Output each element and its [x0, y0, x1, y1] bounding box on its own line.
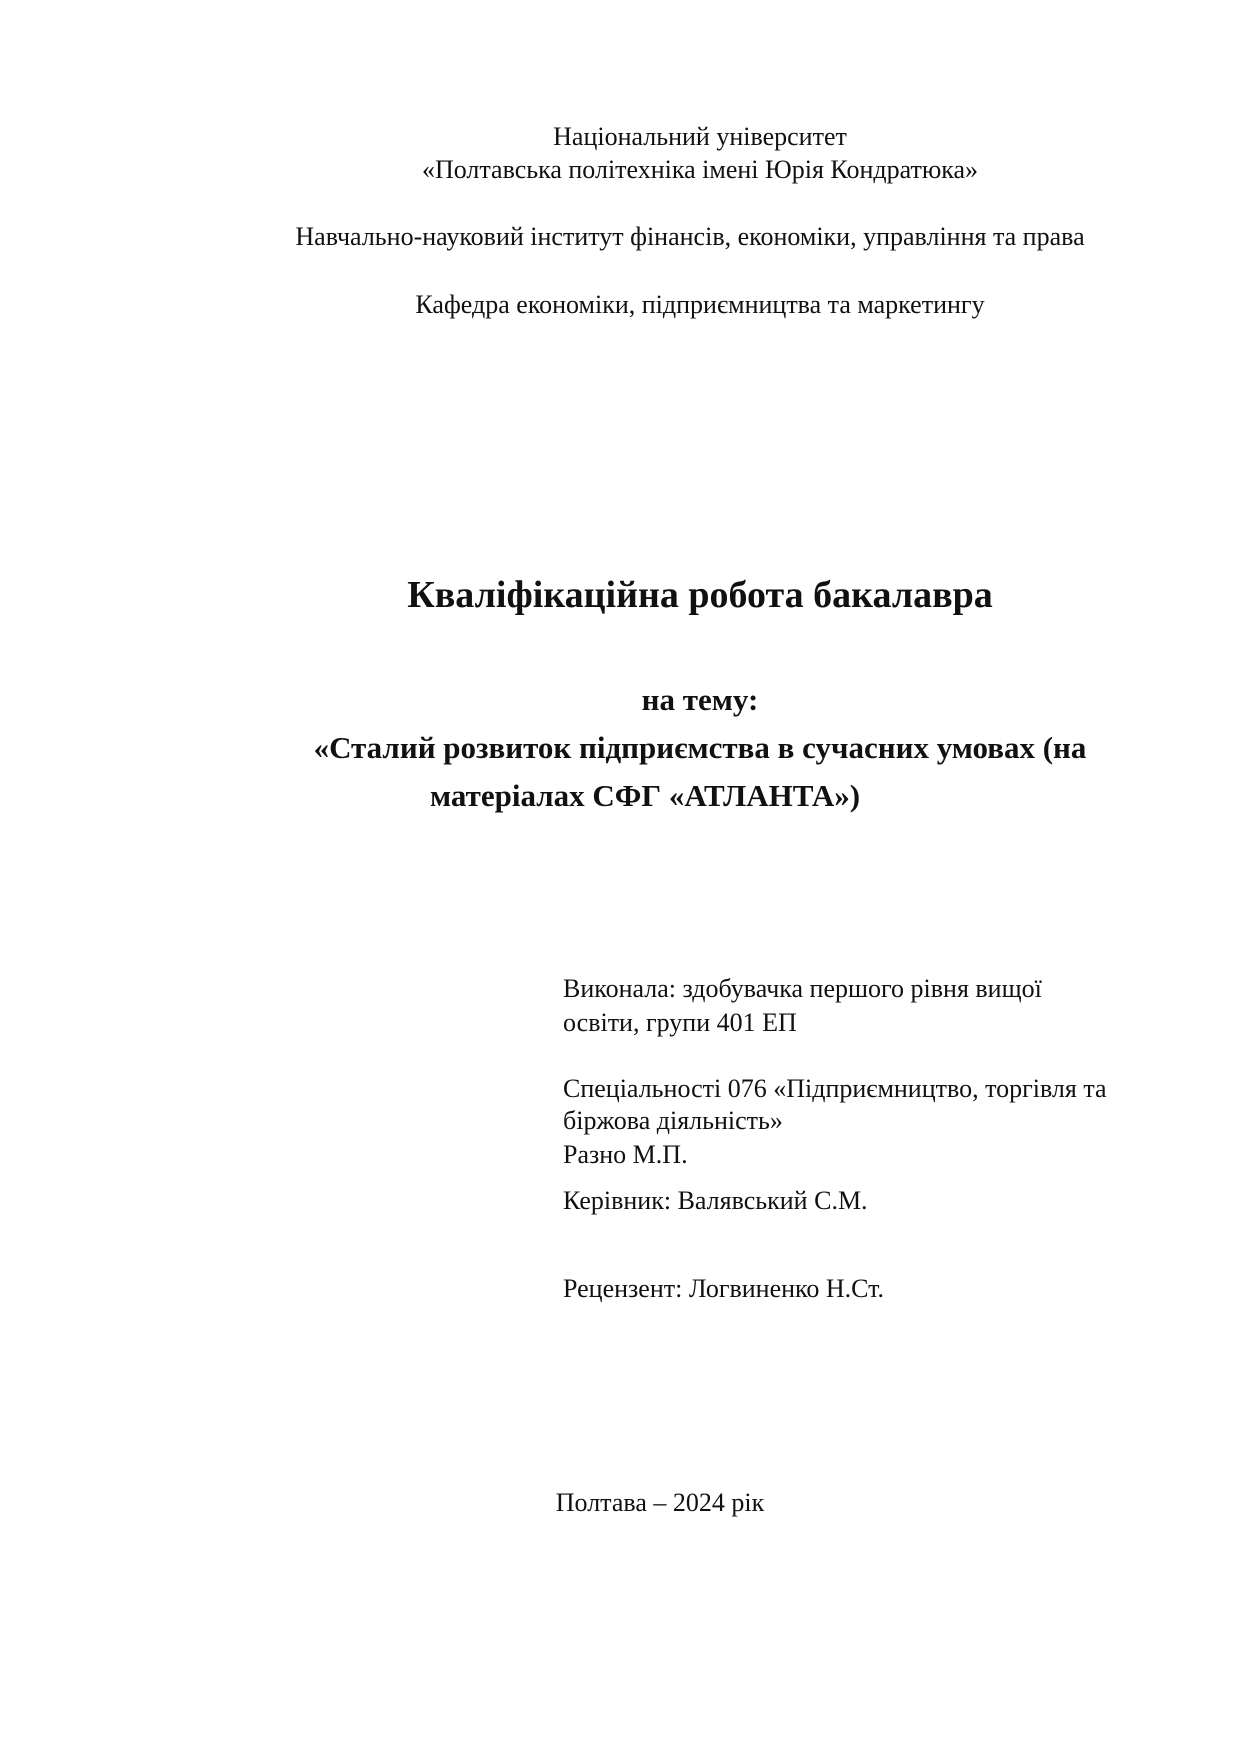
department-name: Кафедра економіки, підприємництва та маркетингу — [415, 290, 985, 319]
city-year: Полтава – 2024 рік — [555, 1488, 765, 1517]
performed-by-line1: Виконала: здобувачка першого рівня вищої — [563, 974, 1042, 1003]
specialty-line1: Спеціальності 076 «Підприємництво, торгівля та — [563, 1074, 1107, 1103]
performed-by-line2: освіти, групи 401 ЕП — [563, 1008, 797, 1037]
institute-name: Навчально-науковий інститут фінансів, економіки, управління та права — [295, 222, 1085, 251]
supervisor: Керівник: Валявський С.М. — [563, 1186, 868, 1215]
specialty-line2: біржова діяльність» — [563, 1106, 783, 1135]
student-name: Разно М.П. — [563, 1140, 688, 1169]
topic-line1: «Сталий розвиток підприємства в сучасних умовах (на — [313, 730, 1087, 765]
work-title: Кваліфікаційна робота бакалавра — [407, 574, 993, 616]
university-name-line1: Національний університет — [553, 122, 847, 151]
reviewer: Рецензент: Логвиненко Н.Ст. — [563, 1274, 885, 1303]
topic-line2: матеріалах СФГ «АТЛАНТА») — [430, 778, 861, 813]
university-name-line2: «Полтавська політехніка імені Юрія Кондратюка» — [421, 155, 979, 184]
topic-label: на тему: — [641, 682, 759, 717]
